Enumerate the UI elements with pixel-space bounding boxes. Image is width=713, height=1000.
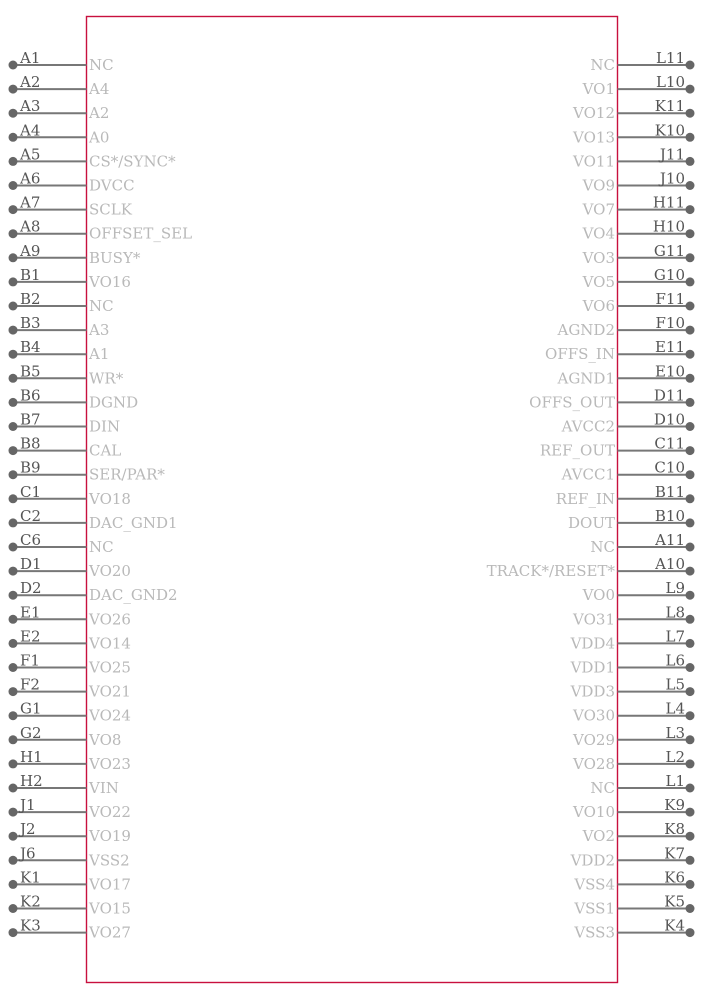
pin-terminal-dot	[686, 326, 695, 335]
pin-terminal-dot	[686, 374, 695, 383]
pin-name: NC	[590, 56, 615, 74]
pin-terminal-dot	[9, 543, 18, 552]
pin-number: A6	[20, 169, 41, 188]
pin-terminal-dot	[686, 61, 695, 70]
pin-number: K7	[664, 844, 685, 863]
pin-terminal-dot	[9, 832, 18, 841]
pin-terminal-dot	[9, 735, 18, 744]
pin-terminal-dot	[686, 543, 695, 552]
pin-name: VO24	[89, 706, 131, 725]
pin-name: VO0	[582, 586, 615, 605]
left-pin-H1	[9, 748, 131, 773]
left-pin-B2	[9, 290, 114, 315]
left-pin-A2	[9, 73, 110, 98]
pin-name: VO18	[89, 489, 131, 508]
pin-terminal-dot	[9, 253, 18, 262]
pin-name: OFFS_OUT	[529, 393, 615, 412]
right-pin-A10	[487, 555, 695, 580]
left-pin-D2	[9, 579, 178, 604]
right-pin-A11	[590, 531, 694, 556]
pin-number: H2	[20, 772, 43, 790]
pin-number: B5	[20, 362, 41, 381]
pin-name: VDD1	[570, 658, 615, 677]
right-pin-L7	[570, 627, 695, 652]
pin-name: VO5	[582, 272, 615, 291]
pin-name: VO15	[89, 899, 131, 918]
right-pin-K5	[573, 893, 694, 918]
pin-name: BUSY*	[89, 248, 141, 267]
pin-terminal-dot	[686, 856, 695, 865]
pin-number: L5	[665, 675, 685, 694]
pin-name: VIN	[89, 779, 119, 797]
right-pin-L6	[570, 652, 695, 677]
pin-number: B8	[20, 434, 41, 453]
pin-number: L2	[665, 747, 685, 766]
pin-terminal-dot	[9, 157, 18, 166]
left-pin-K2	[9, 893, 131, 918]
pin-number: E10	[654, 362, 685, 381]
left-pin-A6	[9, 170, 135, 195]
pin-name: VO7	[582, 200, 615, 219]
right-pin-G10	[582, 266, 695, 291]
pin-number: L9	[665, 579, 685, 598]
right-pin-K10	[572, 121, 694, 146]
pin-terminal-dot	[686, 567, 695, 576]
pin-terminal-dot	[9, 663, 18, 672]
pin-terminal-dot	[686, 639, 695, 648]
pin-number: J10	[659, 169, 685, 188]
right-pin-J10	[582, 170, 695, 195]
right-pin-H11	[582, 194, 695, 219]
pin-terminal-dot	[9, 494, 18, 503]
right-pin-L8	[572, 603, 694, 628]
pin-terminal-dot	[686, 784, 695, 793]
pin-terminal-dot	[686, 109, 695, 118]
left-pin-B8	[9, 435, 122, 460]
left-pin-C1	[9, 483, 131, 508]
pin-terminal-dot	[9, 639, 18, 648]
pin-terminal-dot	[9, 470, 18, 479]
pin-terminal-dot	[9, 229, 18, 238]
left-pin-B5	[9, 362, 124, 387]
pin-terminal-dot	[9, 904, 18, 913]
pin-terminal-dot	[9, 85, 18, 94]
left-pin-E2	[9, 627, 131, 652]
pin-terminal-dot	[9, 277, 18, 286]
pin-number: F2	[20, 675, 40, 694]
pin-terminal-dot	[686, 615, 695, 624]
left-pin-A1	[9, 49, 114, 74]
left-pin-F2	[9, 676, 131, 701]
pin-name: VO6	[582, 297, 615, 315]
pin-terminal-dot	[9, 928, 18, 937]
pin-name: OFFSET_SEL	[89, 224, 193, 243]
pin-name: DOUT	[568, 513, 615, 532]
pin-name: VO28	[573, 754, 615, 773]
pin-name: CAL	[89, 441, 122, 460]
pin-number: B11	[654, 482, 685, 501]
left-pin-G2	[9, 724, 122, 749]
pin-number: C1	[20, 482, 42, 501]
pin-terminal-dot	[686, 518, 695, 527]
pin-name: VO16	[89, 272, 131, 291]
pin-terminal-dot	[686, 205, 695, 214]
pin-number: A4	[20, 121, 41, 140]
right-pin-F10	[556, 314, 694, 339]
pin-number: G1	[20, 699, 42, 718]
pin-number: F10	[655, 314, 685, 333]
pin-name: VSS3	[574, 923, 615, 942]
pin-name: NC	[590, 779, 615, 797]
pin-name: VO30	[573, 706, 615, 725]
left-pin-A8	[9, 218, 193, 243]
pin-terminal-dot	[9, 374, 18, 383]
right-pin-L5	[570, 676, 695, 701]
pin-name: VSS2	[89, 851, 130, 870]
pin-number: L7	[665, 627, 685, 646]
pin-number: H1	[20, 747, 43, 766]
left-pin-B6	[9, 386, 139, 411]
pin-terminal-dot	[686, 711, 695, 720]
right-pin-D11	[529, 386, 694, 411]
pin-name: A2	[89, 104, 110, 123]
right-pin-K9	[572, 796, 694, 821]
pin-terminal-dot	[686, 181, 695, 190]
left-pin-A7	[9, 194, 133, 219]
pin-name: VO20	[89, 562, 131, 581]
pin-name: VSS4	[574, 875, 615, 894]
pin-name: VDD2	[570, 851, 615, 870]
pin-name: CS*/SYNC*	[89, 152, 176, 171]
pin-name: VO8	[89, 730, 122, 749]
right-pin-H10	[582, 218, 695, 243]
pin-name: NC	[89, 297, 114, 315]
pin-terminal-dot	[9, 808, 18, 817]
pin-number: G10	[653, 265, 685, 284]
pin-name: VO14	[89, 634, 131, 653]
pin-number: L6	[665, 651, 685, 670]
pin-name: REF_OUT	[539, 441, 615, 460]
right-pin-E11	[545, 338, 694, 363]
pin-name: NC	[89, 538, 114, 556]
pin-terminal-dot	[686, 663, 695, 672]
pin-terminal-dot	[686, 904, 695, 913]
pin-number: H10	[652, 217, 685, 236]
right-pin-L2	[572, 748, 694, 773]
pin-terminal-dot	[686, 398, 695, 407]
left-pin-B4	[9, 338, 110, 363]
pin-number: B9	[20, 458, 41, 477]
left-pin-column	[9, 49, 193, 942]
pin-number: B7	[20, 410, 41, 429]
pin-name: AGND2	[557, 321, 615, 340]
pin-terminal-dot	[686, 759, 695, 768]
pin-name: AVCC2	[561, 417, 615, 436]
pin-terminal-dot	[686, 494, 695, 503]
pin-number: K11	[654, 97, 685, 116]
right-pin-E10	[556, 362, 694, 387]
pin-name: VO3	[582, 248, 615, 267]
left-pin-B1	[9, 266, 131, 291]
pin-terminal-dot	[686, 880, 695, 889]
pin-name: DGND	[89, 393, 139, 412]
pin-number: B6	[20, 386, 41, 405]
pin-number: C6	[20, 531, 42, 549]
pin-number: K5	[664, 892, 685, 911]
right-pin-B11	[556, 483, 695, 508]
pin-terminal-dot	[9, 856, 18, 865]
pin-number: A7	[20, 193, 41, 212]
pin-terminal-dot	[9, 326, 18, 335]
left-pin-A3	[9, 97, 110, 122]
pin-name: VO31	[573, 610, 615, 629]
pin-number: D11	[653, 386, 685, 405]
pin-number: A3	[20, 97, 41, 116]
pin-number: L10	[655, 73, 685, 92]
pin-terminal-dot	[9, 446, 18, 455]
pin-terminal-dot	[9, 181, 18, 190]
left-pin-J1	[9, 796, 131, 821]
pin-terminal-dot	[686, 157, 695, 166]
pin-name: DAC_GND2	[89, 586, 178, 605]
pin-name: VO17	[89, 875, 131, 894]
pin-terminal-dot	[686, 277, 695, 286]
pin-terminal-dot	[686, 253, 695, 262]
pin-name: TRACK*/RESET*	[486, 562, 615, 581]
pin-number: A5	[20, 145, 41, 164]
pin-name: VO27	[89, 923, 131, 942]
pin-name: A4	[89, 80, 110, 99]
pin-terminal-dot	[9, 591, 18, 600]
pin-number: E1	[20, 603, 41, 622]
right-pin-C10	[561, 459, 695, 484]
pin-name: A1	[89, 345, 110, 364]
pin-name: NC	[89, 56, 114, 74]
pin-number: D10	[653, 410, 685, 429]
pin-name: NC	[590, 538, 615, 556]
pin-name: VO22	[89, 803, 131, 822]
pin-terminal-dot	[9, 711, 18, 720]
right-pin-D10	[561, 411, 695, 436]
pin-number: J11	[659, 145, 685, 164]
pin-name: WR*	[89, 369, 124, 388]
right-pin-L11	[590, 49, 694, 74]
right-pin-column	[487, 49, 695, 942]
pin-name: VSS1	[574, 899, 615, 918]
pin-number: D1	[20, 555, 42, 574]
pin-number: B3	[20, 314, 41, 333]
right-pin-F11	[582, 290, 695, 315]
pin-name: VDD4	[570, 634, 615, 653]
pin-terminal-dot	[9, 302, 18, 311]
right-pin-L4	[572, 700, 694, 725]
pin-number: B2	[20, 290, 41, 308]
pin-terminal-dot	[9, 687, 18, 696]
right-pin-K4	[573, 917, 694, 942]
pin-terminal-dot	[686, 133, 695, 142]
right-pin-K6	[573, 868, 694, 893]
pin-terminal-dot	[686, 85, 695, 94]
right-pin-L9	[582, 579, 695, 604]
pin-name: VO1	[582, 80, 615, 99]
pin-number: G2	[20, 723, 42, 742]
left-pin-A5	[9, 145, 177, 170]
pin-number: L4	[665, 699, 685, 718]
pin-number: D2	[20, 579, 42, 598]
right-pin-G11	[582, 242, 695, 267]
left-pin-J6	[9, 844, 130, 869]
pin-terminal-dot	[9, 133, 18, 142]
pin-terminal-dot	[9, 422, 18, 431]
left-pin-F1	[9, 652, 131, 677]
left-pin-E1	[9, 603, 131, 628]
pin-terminal-dot	[9, 61, 18, 70]
pin-name: AVCC1	[561, 465, 615, 484]
pin-number: K6	[664, 868, 685, 887]
left-pin-J2	[9, 820, 131, 845]
pin-name: VO23	[89, 754, 131, 773]
left-pin-B7	[9, 411, 121, 436]
pin-name: A3	[89, 321, 110, 340]
pin-number: A9	[20, 241, 41, 260]
pin-terminal-dot	[686, 808, 695, 817]
pin-number: K3	[20, 916, 41, 935]
pin-name: VO19	[89, 827, 131, 846]
pin-number: E11	[654, 338, 685, 357]
pin-terminal-dot	[9, 880, 18, 889]
pin-name: VDD3	[570, 682, 615, 701]
pin-number: L1	[665, 772, 685, 790]
pin-number: A8	[20, 217, 41, 236]
pin-number: C2	[20, 506, 42, 525]
pin-number: L3	[665, 723, 685, 742]
right-pin-B10	[568, 507, 694, 532]
left-pin-C6	[9, 531, 114, 556]
pin-number: L11	[655, 49, 685, 67]
pin-number: J2	[20, 820, 36, 839]
pin-number: F1	[20, 651, 40, 670]
pin-number: K2	[20, 892, 41, 911]
pin-name: VO13	[573, 128, 615, 147]
pin-terminal-dot	[9, 205, 18, 214]
pin-number: E2	[20, 627, 41, 646]
pin-terminal-dot	[686, 470, 695, 479]
left-pin-B3	[9, 314, 110, 339]
pin-terminal-dot	[686, 302, 695, 311]
pin-name: VO11	[573, 152, 615, 171]
left-pin-A9	[9, 242, 141, 267]
left-pin-K3	[9, 917, 131, 942]
pin-number: A11	[655, 531, 685, 549]
pin-number: A2	[20, 73, 41, 92]
pin-number: B10	[654, 506, 685, 525]
pin-name: OFFS_IN	[545, 345, 615, 364]
pin-terminal-dot	[9, 567, 18, 576]
pin-terminal-dot	[686, 928, 695, 937]
pin-number: K9	[664, 796, 685, 815]
pin-terminal-dot	[686, 350, 695, 359]
pin-name: VO21	[89, 682, 131, 701]
pin-name: A0	[89, 128, 110, 147]
right-pin-K8	[582, 820, 695, 845]
pin-terminal-dot	[9, 615, 18, 624]
pin-number: C11	[654, 434, 685, 453]
pin-number: J6	[20, 844, 36, 863]
pin-name: AGND1	[557, 369, 615, 388]
pin-number: C10	[654, 458, 685, 477]
right-pin-J11	[572, 145, 694, 170]
right-pin-L3	[572, 724, 694, 749]
pin-number: K8	[664, 820, 685, 839]
pin-number: L8	[665, 603, 685, 622]
left-pin-A4	[9, 121, 110, 146]
pin-name: VO26	[89, 610, 131, 629]
pin-terminal-dot	[9, 518, 18, 527]
pin-terminal-dot	[686, 832, 695, 841]
pin-name: SER/PAR*	[89, 465, 165, 484]
right-pin-K7	[570, 844, 695, 869]
pin-number: K4	[664, 916, 685, 935]
pin-terminal-dot	[686, 446, 695, 455]
right-pin-L1	[590, 772, 694, 797]
pin-terminal-dot	[686, 591, 695, 600]
right-pin-L10	[582, 73, 695, 98]
pin-name: VO29	[573, 730, 615, 749]
pin-name: REF_IN	[555, 489, 615, 508]
pin-number: K1	[20, 868, 41, 887]
pin-name: VO12	[573, 104, 615, 123]
right-pin-K11	[572, 97, 694, 122]
pin-name: DIN	[89, 417, 121, 436]
left-pin-H2	[9, 772, 119, 797]
pin-name: VO9	[582, 176, 615, 195]
pin-terminal-dot	[686, 229, 695, 238]
pin-terminal-dot	[9, 784, 18, 793]
pin-name: SCLK	[89, 200, 132, 219]
left-pin-D1	[9, 555, 131, 580]
pin-terminal-dot	[686, 422, 695, 431]
pin-name: VO10	[573, 803, 615, 822]
pin-terminal-dot	[686, 687, 695, 696]
pin-terminal-dot	[9, 398, 18, 407]
pin-number: G11	[653, 241, 685, 260]
pin-terminal-dot	[9, 759, 18, 768]
pin-name: VO2	[582, 827, 615, 846]
pin-terminal-dot	[9, 350, 18, 359]
left-pin-C2	[9, 507, 178, 532]
pin-name: DVCC	[89, 176, 135, 195]
pin-name: VO25	[89, 658, 131, 677]
pin-number: B1	[20, 265, 41, 284]
pin-name: VO4	[582, 224, 615, 243]
pin-terminal-dot	[9, 109, 18, 118]
pin-terminal-dot	[686, 735, 695, 744]
left-pin-G1	[9, 700, 131, 725]
left-pin-K1	[9, 868, 131, 893]
pin-number: B4	[20, 338, 41, 357]
pin-number: J1	[20, 796, 36, 815]
pin-number: A10	[655, 555, 685, 574]
pin-number: A1	[20, 49, 41, 67]
pin-number: H11	[652, 193, 685, 212]
pin-number: F11	[655, 290, 685, 308]
pin-number: K10	[654, 121, 685, 140]
pin-name: DAC_GND1	[89, 513, 178, 532]
